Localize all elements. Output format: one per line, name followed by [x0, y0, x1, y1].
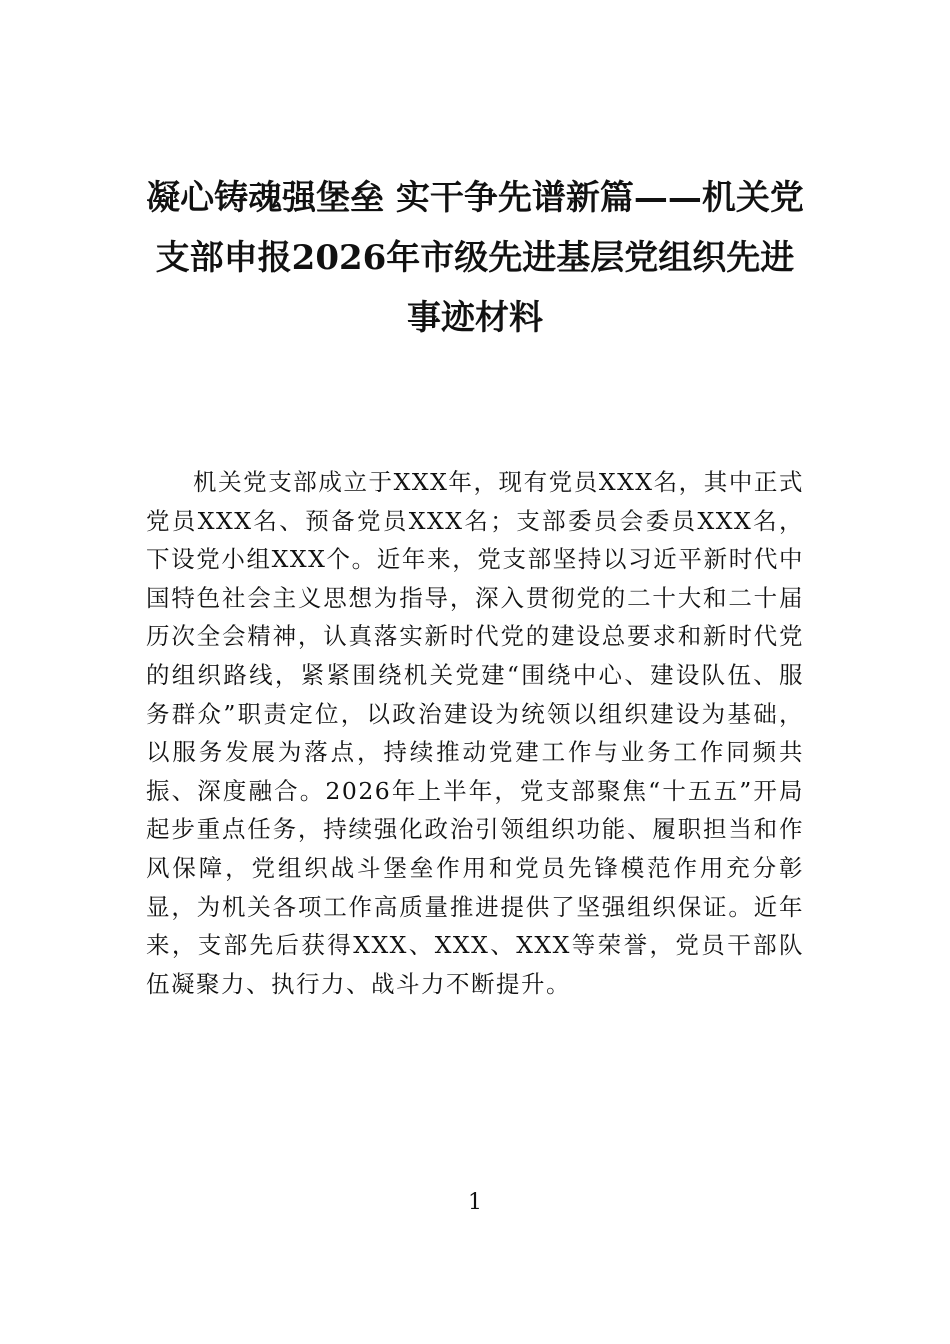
document-title: 凝心铸魂强堡垒 实干争先谱新篇——机关党支部申报2026年市级先进基层党组织先进事迹材料 [146, 178, 804, 338]
body-paragraph: 机关党支部成立于XXX年，现有党员XXX名，其中正式党员XXX名、预备党员XXX名；支部委员会委员XXX名，下设党小组XXX个。近年来，党支部坚持以习近平新时代中国特色社会主义思想为指导，深入贯彻党的二十大和二十届历次全会精神，认真落实新时代党的建设总要求和新时代党的组织路线，紧紧围绕机关党建“围绕中心、建设队伍、服务群众”职责定位，以政治建设为统领以组织建设为基础，以服务发展为落点，持续推动党建工作与业务工作同频共振、深度融合。2026年上半年，党支部聚焦“十五五”开局起步重点任务，持续强化政治引领组织功能、履职担当和作风保障，党组织战斗堡垒作用和党员先锋模范作用充分彰显，为机关各项工作高质量推进提供了坚强组织保证。近年来，支部先后获得XXX、XXX、XXX等荣誉，党员干部队伍凝聚力、执行力、战斗力不断提升。 [146, 468, 804, 998]
page-number: 1 [468, 1190, 482, 1215]
